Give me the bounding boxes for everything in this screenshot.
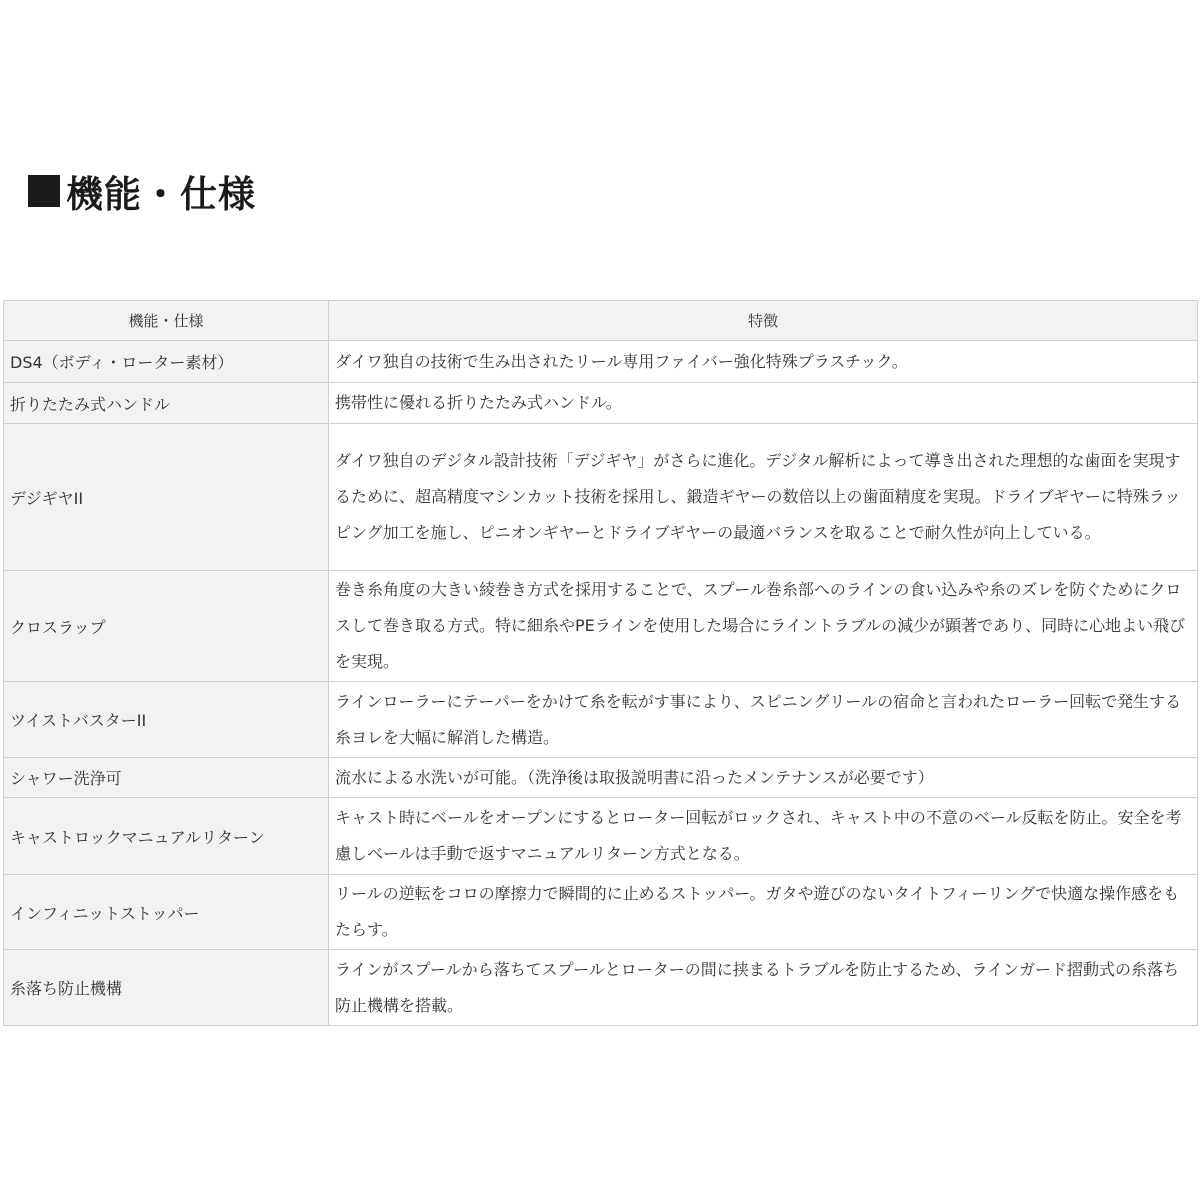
- page-title-text: 機能・仕様: [66, 173, 256, 216]
- column-header-feature: 機能・仕様: [4, 301, 329, 341]
- feature-description: 巻き糸角度の大きい綾巻き方式を採用することで、スプール巻糸部へのラインの食い込みや糸のズレを防ぐためにクロスして巻き取る方式。特に細糸やPEラインを使用した場合にライントラブルの減少が顕著であり、同時に心地よい飛びを実現。: [329, 571, 1198, 682]
- feature-name: DS4（ボディ・ローター素材）: [4, 341, 329, 383]
- feature-name: クロスラップ: [4, 571, 329, 682]
- square-bullet-icon: [28, 175, 60, 207]
- feature-name: インフィニットストッパー: [4, 875, 329, 950]
- feature-description: ダイワ独自の技術で生み出されたリール専用ファイバー強化特殊プラスチック。: [329, 341, 1198, 383]
- table-row: [4, 424, 1198, 571]
- feature-name: キャストロックマニュアルリターン: [4, 798, 329, 875]
- table-row: [4, 798, 1198, 875]
- table-row: [4, 682, 1198, 758]
- feature-description: ダイワ独自のデジタル設計技術「デジギヤ」がさらに進化。デジタル解析によって導き出された理想的な歯面を実現するために、超高精度マシンカット技術を採用し、鍛造ギヤーの数倍以上の歯面精度を実現。ドライブギヤーに特殊ラッピング加工を施し、ピニオンギヤーとドライブギヤーの最適バランスを取ることで耐久性が向上している。: [329, 424, 1198, 571]
- table-header-row: [4, 301, 1198, 341]
- feature-name: デジギヤII: [4, 424, 329, 571]
- feature-name: 糸落ち防止機構: [4, 950, 329, 1026]
- feature-description: 流水による水洗いが可能。（洗浄後は取扱説明書に沿ったメンテナンスが必要です）: [329, 758, 1198, 798]
- table-row: [4, 950, 1198, 1026]
- table-row: [4, 341, 1198, 383]
- table-row: [4, 875, 1198, 950]
- feature-description: キャスト時にベールをオープンにするとローター回転がロックされ、キャスト中の不意のベール反転を防止。安全を考慮しベールは手動で返すマニュアルリターン方式となる。: [329, 798, 1198, 875]
- table-row: [4, 571, 1198, 682]
- feature-name: 折りたたみ式ハンドル: [4, 383, 329, 424]
- feature-description: ラインローラーにテーパーをかけて糸を転がす事により、スピニングリールの宿命と言われたローラー回転で発生する糸ヨレを大幅に解消した構造。: [329, 682, 1198, 758]
- column-header-characteristic: 特徴: [329, 301, 1198, 341]
- feature-description: リールの逆転をコロの摩擦力で瞬間的に止めるストッパー。ガタや遊びのないタイトフィーリングで快適な操作感をもたらす。: [329, 875, 1198, 950]
- feature-description: 携帯性に優れる折りたたみ式ハンドル。: [329, 383, 1198, 424]
- table-row: [4, 758, 1198, 798]
- page-title: [28, 163, 256, 219]
- spec-table: [3, 300, 1198, 1026]
- feature-name: ツイストバスターII: [4, 682, 329, 758]
- table-row: [4, 383, 1198, 424]
- feature-name: シャワー洗浄可: [4, 758, 329, 798]
- feature-description: ラインがスプールから落ちてスプールとローターの間に挟まるトラブルを防止するため、ラインガード摺動式の糸落ち防止機構を搭載。: [329, 950, 1198, 1026]
